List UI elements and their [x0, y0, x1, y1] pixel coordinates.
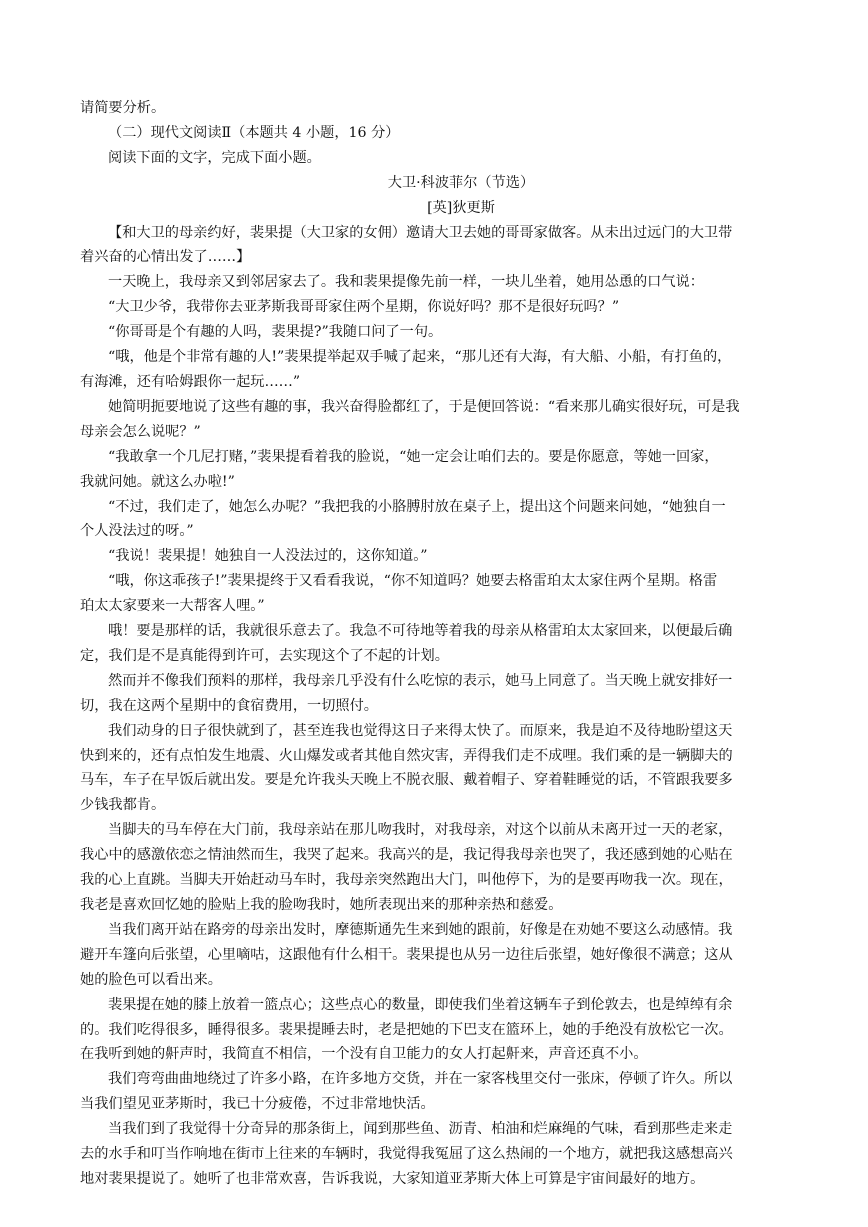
paragraph — [80, 569, 790, 619]
reading-instruction: 阅读下面的文字，完成下面小题。 — [108, 149, 321, 166]
article-author: [英]狄更斯 — [427, 199, 495, 216]
paragraph-line: 母亲会怎么说呢？” — [80, 423, 201, 440]
paragraph-line: 我心中的感激依恋之情油然而生，我哭了起来。我高兴的是，我记得我母亲也哭了，我还感到她的心贴在 — [80, 847, 733, 864]
paragraph — [80, 669, 790, 719]
paragraph-line: “我说！裴果提！她独自一人没法过的，这你知道。” — [108, 548, 428, 565]
paragraph-line: “大卫少爷，我带你去亚茅斯我哥哥家住两个星期，你说好吗？那不是很好玩吗？” — [108, 299, 620, 316]
paragraph-line: 有海滩，还有哈姆跟你一起玩……” — [80, 373, 301, 390]
article-body — [80, 221, 790, 1192]
paragraph — [80, 295, 790, 320]
paragraph-line: 个人没法过的呀。” — [80, 523, 194, 540]
paragraph-line: “不过，我们走了，她怎么办呢？”我把我的小胳膊肘放在桌子上，提出这个问题来问她，“她独自一 — [108, 498, 726, 515]
intro-text: 请简要分析。 — [80, 100, 166, 116]
paragraph — [80, 270, 790, 295]
paragraph-line: 当脚夫的马车停在大门前，我母亲站在那儿吻我时，对我母亲，对这个以前从未离开过一天的老家， — [108, 822, 733, 839]
paragraph-line: 她的脸色可以看出来。 — [80, 971, 222, 988]
paragraph-line: 去的水手和叮当作响地在街市上往来的车辆时，我觉得我冤屈了这么热闹的一个地方，就把我这感想高兴 — [80, 1146, 733, 1163]
paragraph-line: 我的心上直跳。当脚夫开始赶动马车时，我母亲突然跑出大门，叫他停下，为的是要再吻我一次。现在， — [80, 872, 733, 889]
paragraph-line: 她简明扼要地说了这些有趣的事，我兴奋得脸都红了，于是便回答说：“看来那儿确实很好玩，可是我 — [108, 398, 740, 415]
paragraph-line: 一天晚上，我母亲又到邻居家去了。我和裴果提像先前一样，一块儿坐着，她用怂恿的口气说： — [108, 274, 704, 291]
paragraph-line: 在我听到她的鼾声时，我简直不相信，一个没有自卫能力的女人打起鼾来，声音还真不小。 — [80, 1046, 648, 1063]
paragraph — [80, 345, 790, 395]
paragraph — [80, 1067, 790, 1117]
paragraph — [80, 918, 790, 993]
paragraph-line: 我们动身的日子很快就到了，甚至连我也觉得这日子来得太快了。而原来，我是迫不及待地盼望这天 — [108, 722, 733, 739]
paragraph-line: 珀太太家要来一大帮客人哩。” — [80, 598, 265, 615]
paragraph-line: 当我们望见亚茅斯时，我已十分疲倦，不过非常地快活。 — [80, 1096, 435, 1113]
paragraph-line: 我们弯弯曲曲地绕过了许多小路，在许多地方交货，并在一家客栈里交付一张床，停顿了许久。所以 — [108, 1071, 733, 1088]
paragraph-line: 少钱我都肯。 — [80, 797, 166, 814]
paragraph — [80, 221, 790, 271]
paragraph-line: “我敢拿一个几尼打赌，”裴果提看着我的脸说，“她一定会让咱们去的。要是你愿意，等她一回家， — [108, 448, 719, 465]
paragraph — [80, 818, 790, 918]
paragraph — [80, 544, 790, 569]
paragraph-line: “哦，你这乖孩子!”裴果提终于又看看我说，“你不知道吗？她要去格雷珀太太家住两个星期。格雷 — [108, 573, 718, 590]
paragraph-line: 避开车篷向后张望，心里嘀咕，这跟他有什么相干。裴果提也从另一边往后张望，她好像很不满意；这从 — [80, 946, 733, 963]
paragraph-line: 切，我在这两个星期中的食宿费用，一切照付。 — [80, 697, 378, 714]
section-heading: （二）现代文阅读Ⅱ（本题共 4 小题，16 分） — [108, 124, 400, 141]
paragraph-line: “哦，他是个非常有趣的人!”裴果提举起双手喊了起来，“那儿还有大海，有大船、小船，有打鱼的， — [108, 349, 732, 366]
article-title: 大卫·科波菲尔（节选） — [387, 174, 535, 191]
paragraph — [80, 619, 790, 669]
paragraph — [80, 993, 790, 1068]
paragraph-line: 着兴奋的心情出发了……】 — [80, 249, 251, 266]
paragraph-line: 然而并不像我们预料的那样，我母亲几乎没有什么吃惊的表示，她马上同意了。当天晚上就安排好一 — [108, 672, 733, 689]
paragraph-line: 哦！要是那样的话，我就很乐意去了。我急不可待地等着我的母亲从格雷珀太太家回来，以便最后确 — [108, 623, 733, 640]
paragraph — [80, 395, 790, 445]
paragraph-line: 裴果提在她的膝上放着一篮点心；这些点心的数量，即使我们坐着这辆车子到伦敦去，也是绰绰有余 — [108, 996, 733, 1013]
paragraph-line: “你哥哥是个有趣的人吗，裴果提?”我随口问了一句。 — [108, 324, 443, 341]
paragraph-line: 地对裴果提说了。她听了也非常欢喜，告诉我说，大家知道亚茅斯大体上可算是宇宙间最好的地方。 — [80, 1170, 705, 1187]
paragraph-line: 当我们离开站在路旁的母亲出发时，摩德斯通先生来到她的跟前，好像是在劝她不要这么动感情。我 — [108, 921, 733, 938]
paragraph-line: 马车，车子在早饭后就出发。要是允许我头天晚上不脱衣服、戴着帽子、穿着鞋睡觉的话，不管跟我要多 — [80, 772, 733, 789]
paragraph — [80, 1117, 790, 1192]
paragraph-line: 【和大卫的母亲约好，裴果提（大卫家的女佣）邀请大卫去她的哥哥家做客。从未出过远门的大卫带 — [108, 224, 733, 241]
paragraph-line: 的。我们吃得很多，睡得很多。裴果提睡去时，老是把她的下巴支在篮环上，她的手绝没有放松它一次。 — [80, 1021, 733, 1038]
paragraph-line: 我就问她。就这么办啦!” — [80, 473, 235, 490]
paragraph — [80, 320, 790, 345]
paragraph-line: 快到来的，还有点怕发生地震、火山爆发或者其他自然灾害，弄得我们走不成哩。我们乘的是一辆脚夫的 — [80, 747, 733, 764]
paragraph — [80, 445, 790, 495]
paragraph-line: 当我们到了我觉得十分奇异的那条街上，闻到那些鱼、沥青、柏油和烂麻绳的气味，看到那些走来走 — [108, 1121, 733, 1138]
paragraph-line: 我老是喜欢回忆她的脸贴上我的脸吻我时，她所表现出来的那种亲热和慈爱。 — [80, 897, 563, 913]
paragraph — [80, 495, 790, 545]
paragraph-line: 定，我们是不是真能得到许可，去实现这个了不起的计划。 — [80, 647, 449, 664]
paragraph — [80, 719, 790, 819]
